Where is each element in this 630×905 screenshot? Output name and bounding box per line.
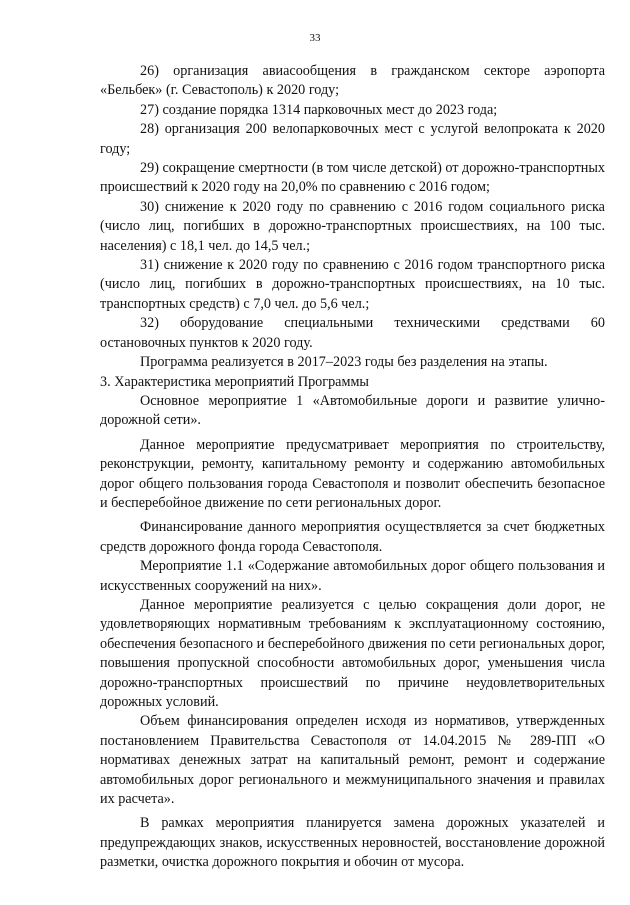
paragraph-planned-work: В рамках мероприятия планируется замена дорожных указателей и предупреждающих знаков, искусственных неровностей, восстановление дорожной разметки, очистка дорожного покрытия и обочин от мусора.: [100, 815, 605, 871]
paragraph-activity-goal: Данное мероприятие реализуется с целью сокращения доли дорог, не удовлетворяющих нормативным требованиям к эксплуатационному состоянию, обеспечения безопасного и бесперебойного движения по сети региональных дорог, повышения пропускной способности автомобильных дорог, уменьшения числа дорожно-транспортных происшествий по причине неудовлетворительных дорожных условий.: [100, 596, 605, 710]
paragraph-activity-description: Данное мероприятие предусматривает мероприятия по строительству, реконструкции, ремонту, капитальному ремонту и содержанию автомобильных дорог общего пользования города Севастополя и позволит обеспечить безопасное и бесперебойное движение по сети региональных дорог.: [100, 436, 605, 511]
document-body: [100, 62, 605, 873]
page-number: 33: [309, 32, 321, 44]
list-item-26: 26) организация авиасообщения в гражданском секторе аэропорта «Бельбек» (г. Севастополь) к 2020 году;: [100, 63, 605, 99]
list-item-32: 32) оборудование специальными техническими средствами 60 остановочных пунктов к 2020 году.: [100, 315, 605, 351]
paragraph-activity-1-1: Мероприятие 1.1 «Содержание автомобильных дорог общего пользования и искусственных сооружений на них».: [100, 558, 605, 594]
paragraph-financing: Финансирование данного мероприятия осуществляется за счет бюджетных средств дорожного фонда города Севастополя.: [100, 519, 605, 555]
program-period: Программа реализуется в 2017–2023 годы без разделения на этапы.: [140, 354, 548, 371]
list-item-27: 27) создание порядка 1314 парковочных мест до 2023 года;: [140, 101, 498, 118]
section-heading: 3. Характеристика мероприятий Программы: [100, 373, 369, 390]
paragraph-financing-volume: Объем финансирования определен исходя из нормативов, утвержденных постановлением Правительства Севастополя от 14.04.2015 № 289-ПП «О нормативах денежных затрат на капитальный ремонт, ремонт и содержание автомобильных дорог регионального и межмуниципального значения и правилах их расчета».: [100, 713, 605, 808]
list-item-28: 28) организация 200 велопарковочных мест с услугой велопроката к 2020 году;: [100, 121, 605, 157]
list-item-29: 29) сокращение смертности (в том числе детской) от дорожно-транспортных происшествий к 2020 году на 20,0% по сравнению с 2016 годом;: [100, 160, 606, 196]
list-item-31: 31) снижение к 2020 году по сравнению с 2016 годом транспортного риска (число лиц, погибших в дорожно-транспортных происшествиях, на 10 тыс. транспортных средств) с 7,0 чел. до 5,6 чел.;: [100, 257, 605, 312]
list-item-30: 30) снижение к 2020 году по сравнению с 2016 годом социального риска (число лиц, погибших в дорожно-транспортных происшествиях, на 100 тыс. населения) с 18,1 чел. до 14,5 чел.;: [100, 198, 605, 254]
paragraph-main-activity: Основное мероприятие 1 «Автомобильные дороги и развитие улично-дорожной сети».: [100, 392, 605, 429]
